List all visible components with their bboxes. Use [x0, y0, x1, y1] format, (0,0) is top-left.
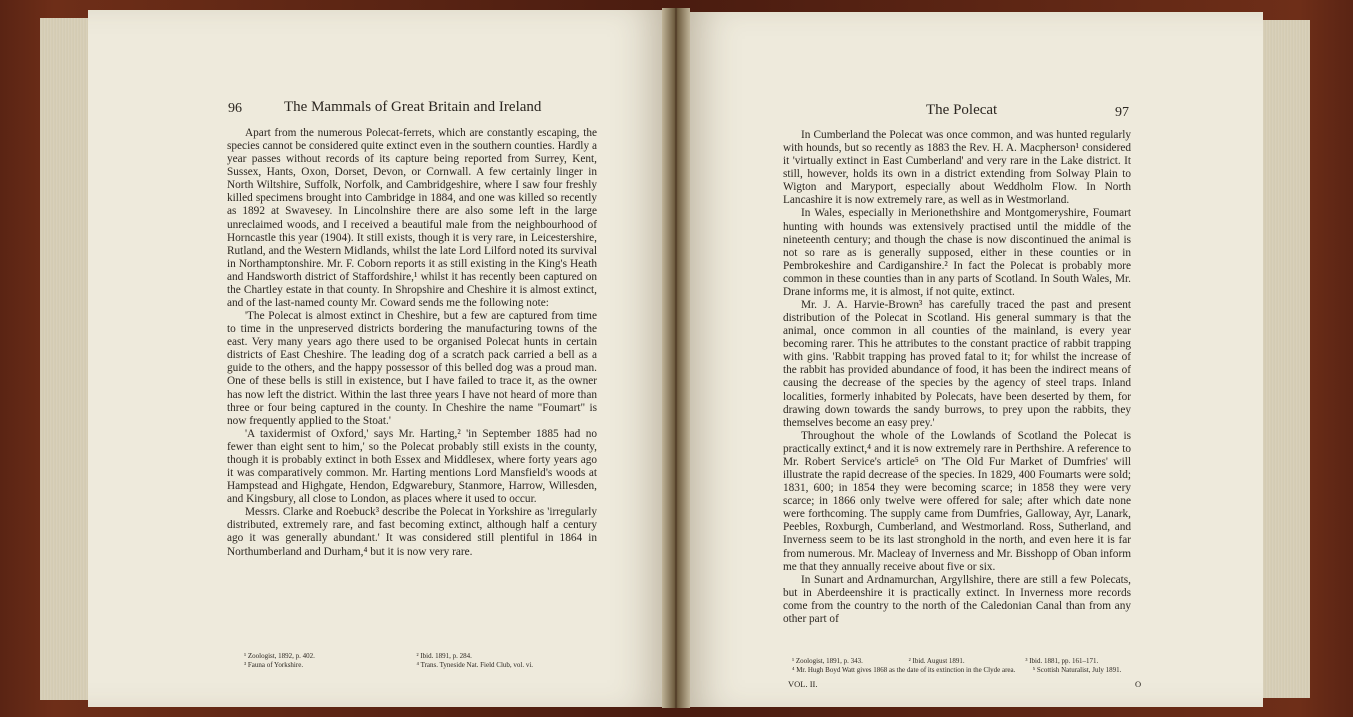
running-head: The Polecat [926, 102, 998, 118]
paragraph: In Cumberland the Polecat was once common, and was hunted regularly with hounds, but so recently as 1883 the Rev. H. A. Macpherson¹ considered it 'virtually extinct in East Cumberland' and very rare in the Lake district. It still, however, holds its own in a district extending from Solway Plain to Wigton and Maryport, especially about Weddholm Flow. In North Lancashire it is now extremely rare, as well as in Westmorland. [783, 129, 1131, 207]
right-page [688, 12, 1263, 707]
page-edges-right [1262, 20, 1310, 698]
running-head: The Mammals of Great Britain and Ireland [284, 99, 542, 115]
paragraph: Mr. J. A. Harvie-Brown³ has carefully traced the past and present distribution of the Polecat in Scotland. His general summary is that the animal, once common in all counties of the mainland, is every year becoming rarer. This he attributes to the constant practice of rabbit trapping with gins. 'Rabbit trapping has proved fatal to it; for whilst the increase of the rabbit has provided abundance of food, it has been the indirect means of causing the decrease of the species by the agency of steel traps. Inland localities, formerly inhabited by Polecats, have been deserted by them, for drawing down towards the sandy burrows, to prey upon the rabbits, they themselves become an easy prey.' [783, 299, 1131, 429]
footnote: ⁴ Trans. Tyneside Nat. Field Club, vol. vi. [416, 661, 534, 669]
paragraph: In Wales, especially in Merionethshire and Montgomeryshire, Foumart hunting with hounds was extensively practised until the middle of the nineteenth century; and though the chase is now discontinued the animal is not so rare as is generally supposed, either in these counties or in Pembrokeshire and Cardiganshire.² In fact the Polecat is probably more common in these counties than in any parts of Scotland. In South Wales, Mr. Drane informs me, it is almost, if not quite, extinct. [783, 207, 1131, 298]
book-gutter [662, 8, 690, 708]
signature-mark: O [1135, 679, 1142, 689]
footnotes [244, 652, 589, 670]
left-page [88, 10, 664, 707]
paragraph: Messrs. Clarke and Roebuck³ describe the Polecat in Yorkshire as 'irregularly distributed, extremely rare, and fast becoming extinct, although half a century ago it was generally abundant.' It was considered still plentiful in 1864 in Northumberland and Durham,⁴ but it is now very rare. [227, 506, 597, 558]
body-text [227, 127, 597, 559]
page-edges-left [40, 18, 90, 700]
paragraph: In Sunart and Ardnamurchan, Argyllshire, there are still a few Polecats, but in Aberdeenshire it is practically extinct. In Inverness more records come from the country to the north of the Caledonian Canal than from any other part of [783, 573, 1131, 625]
footnotes [792, 657, 1142, 675]
paragraph: 'The Polecat is almost extinct in Cheshire, but a few are captured from time to time in the unpreserved districts bordering the manufacturing towns of the east. Very many years ago there used to be organised Polecat hunts in certain districts of East Cheshire. The leading dog of a scratch pack carried a bell as a guide to the others, and the happy possessor of this belled dog was a proud man. One of these bells is still in existence, but I have failed to trace it, as the owner has now left the district. Within the last three years I have not heard of more than three or four being captured in the county. In Cheshire the name "Foumart" is now frequently applied to the Stoat.' [227, 310, 597, 427]
paragraph: Throughout the whole of the Lowlands of Scotland the Polecat is practically extinct,⁴ and it is now extremely rare in Perthshire. A reference to Mr. Robert Service's article⁵ on 'The Old Fur Market of Dumfries' will illustrate the rapid decrease of the species. In 1829, 400 Foumarts were sold; 1831, 600; in 1854 they were becoming scarce; in 1858 they were very scarce; in 1866 only twelve were offered for sale; after which date none were forthcoming. The supply came from Dumfries, Galloway, Ayr, Lanark, Peebles, Roxburgh, Cumberland, and Westmorland. Ross, Sutherland, and Inverness seem to be its last stronghold in the north, and even here it is far from numerous. Mr. Macleay of Inverness and Mr. Bisshopp of Oban inform me that they annually receive about five or six. [783, 429, 1131, 573]
footnote: ⁵ Scottish Naturalist, July 1891. [1032, 666, 1122, 674]
body-text [783, 129, 1131, 626]
footnote: ¹ Zoologist, 1892, p. 402. [244, 652, 315, 660]
footnote: ³ Fauna of Yorkshire. [244, 661, 304, 669]
footnote: ⁴ Mr. Hugh Boyd Watt gives 1868 as the date of its extinction in the Clyde area. [792, 666, 1016, 674]
paragraph: Apart from the numerous Polecat-ferrets, which are constantly escaping, the species cannot be considered quite extinct even in the southern counties. Hardly a year passes without records of its capture being reported from Surrey, Kent, Sussex, Hants, Oxon, Dorset, Devon, or Cornwall. A few certainly linger in North Wiltshire, Suffolk, Norfolk, and Cambridgeshire, where I saw four freshly killed specimens brought into Cambridge in 1884, and one was killed so recently as 1892 at Swavesey. In Lincolnshire there are also some left in the large unreclaimed woods, and I received a beautiful male from the neighbourhood of Horncastle this year (1904). It still exists, though it is very rare, in Leicestershire, Rutland, and the Western Midlands, whilst the late Lord Lilford noted its survival in Northamptonshire. Mr. F. Coborn reports it as still existing in the King's Heath and Handsworth district of Staffordshire,¹ whilst it has recently been captured on the Chartley estate in that county. In Shropshire and Cheshire it is almost extinct, and of the last-named county Mr. Coward sends me the following note: [227, 127, 597, 310]
page-number: 96 [228, 101, 242, 116]
footnote: ² Ibid. August 1891. [908, 657, 965, 665]
footnote: ² Ibid. 1891, p. 284. [416, 652, 472, 660]
page-number: 97 [1115, 105, 1129, 120]
footnote: ³ Ibid. 1881, pp. 161–171. [1025, 657, 1099, 665]
signature-volume: VOL. II. [788, 679, 818, 689]
paragraph: 'A taxidermist of Oxford,' says Mr. Harting,² 'in September 1885 had no fewer than eight sent to him,' so the Polecat probably still exists in the county, though it is probably extinct in both Essex and Middlesex, where forty years ago it was comparatively common. Mr. Harting mentions Lord Mansfield's woods at Hampstead and Highgate, Hendon, Edgwarebury, Stanmore, Harrow, Willesden, and Kingsbury, all close to London, as places where it used to occur. [227, 427, 597, 506]
footnote: ¹ Zoologist, 1891, p. 343. [792, 657, 863, 665]
